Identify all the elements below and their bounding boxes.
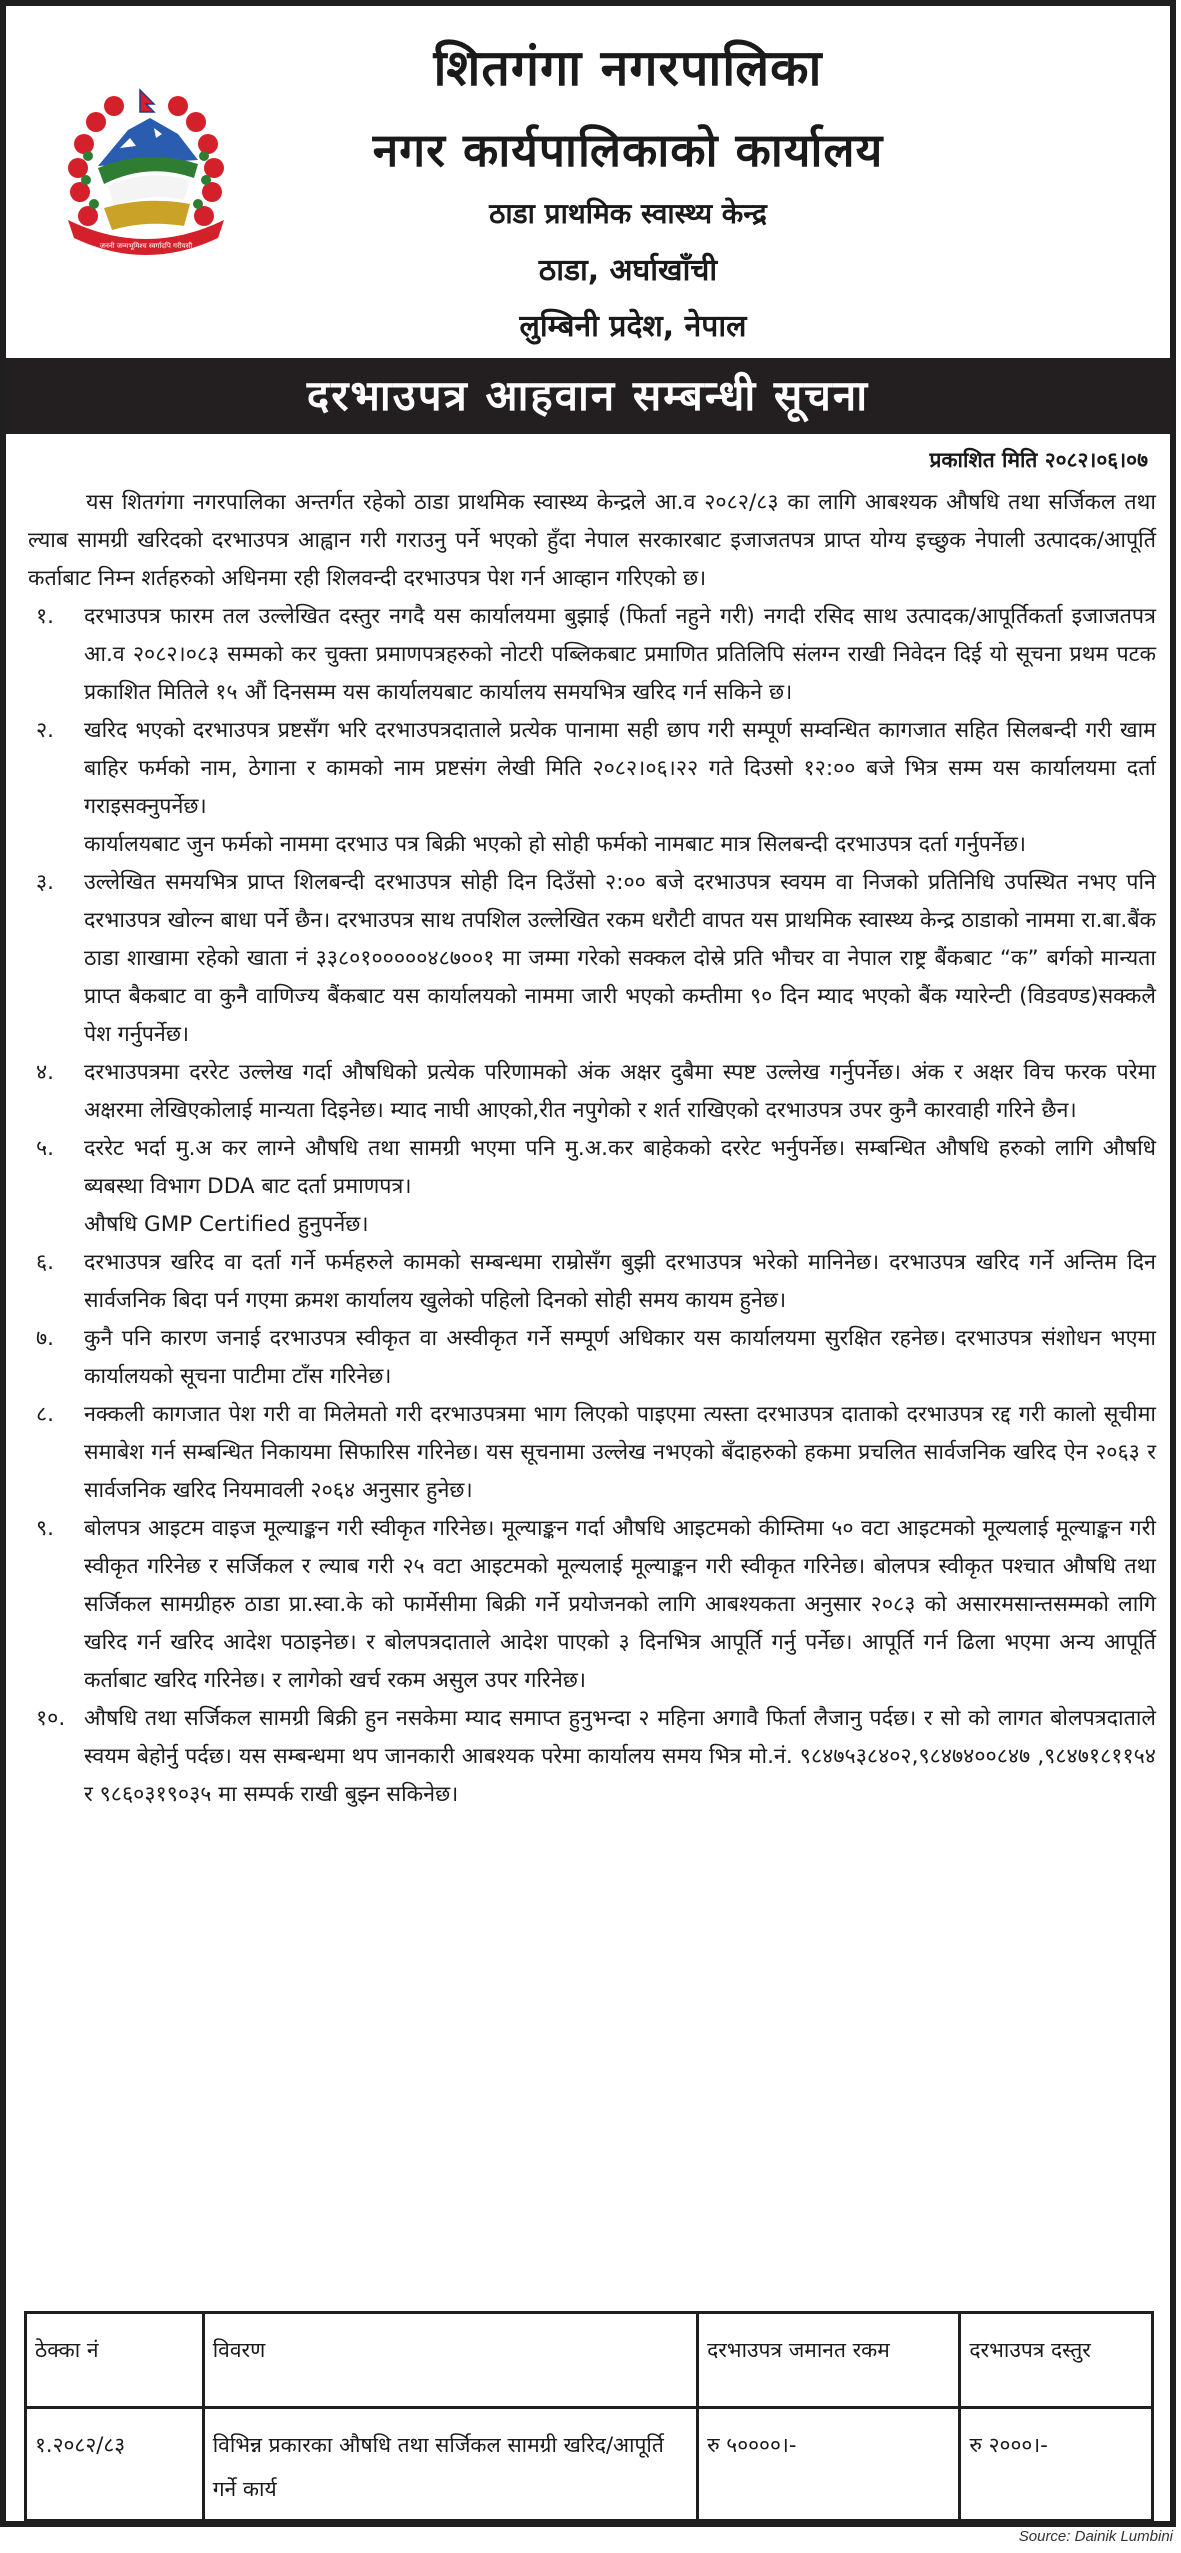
clause-text: उल्लेखित समयभित्र प्राप्त शिलबन्दी दरभाउपत्र सोही दिन दिउँसो २:०० बजे दरभाउपत्र स्वयम वा निजको प्रतिनिधि उपस्थित नभए पनि दरभाउपत्र खोल्न बाधा पर्ने छैन। दरभाउपत्र साथ तपशिल उल्लेखित रकम धरौटी वापत यस प्राथमिक स्वास्थ्य केन्द्र ठाडाको नाममा रा.बा.बैंक ठाडा शाखामा रहेको खाता नं ३३८०१०००००४८७००१ मा जम्मा गरेको सक्कल दोस्रे प्रति भौचर वा नेपाल राष्ट्र बैंकबाट “क” बर्गको मान्यता प्राप्त बैकबाट वा कुनै वाणिज्य बैंकबाट यस कार्यालयको नाममा जारी भएको कम्तीमा ९० दिन म्याद भएको बैंक ग्यारेन्टी (विडवण्ड)सक्कलै पेश गर्नुपर्नेछ। — [84, 870, 1156, 1047]
clause-text: कुनै पनि कारण जनाई दरभाउपत्र स्वीकृत वा अस्वीकृत गर्ने सम्पूर्ण अधिकार यस कार्यालयमा सुरक्षित रहनेछ। दरभाउपत्र संशोधन भएमा कार्यालयको सूचना पाटीमा टाँस गरिनेछ। — [84, 1326, 1156, 1389]
clause-item — [28, 1244, 1156, 1320]
location: ठाडा, अर्घाखाँची — [538, 253, 718, 288]
intro-paragraph: यस शितगंगा नगरपालिका अन्तर्गत रहेको ठाडा प्राथमिक स्वास्थ्य केन्द्रले आ.व २०८२/८३ का लागि आबश्यक औषधि तथा सर्जिकल तथा ल्याब सामग्री खरिदको दरभाउपत्र आह्वान गरी गराउनु पर्ने भएको हुँदा नेपाल सरकारबाट इजाजतपत्र प्राप्त योग्य इच्छुक नेपाली उत्पादक/आपूर्ति कर्ताबाट निम्न शर्तहरुको अधिनमा रही शिलवन्दी दरभाउपत्र पेश गर्न आव्हान गरिएको छ। — [28, 490, 1156, 591]
clause-item — [28, 864, 1156, 1054]
clause-item — [28, 1396, 1156, 1510]
clause-item — [28, 1054, 1156, 1130]
clause-text: खरिद भएको दरभाउपत्र प्रष्टसँग भरि दरभाउपत्रदाताले प्रत्येक पानामा सही छाप गरी सम्पूर्ण सम्वन्धित कागजात सहित सिलबन्दी गरी खाम बाहिर फर्मको नाम, ठेगाना र कामको नाम प्रष्टसंग लेखी मिति २०८२।०६।२२ गते दिउसो १२:०० बजे भित्र सम्म यस कार्यालयमा दर्ता गराइसक्नुपर्नेछ। — [84, 718, 1156, 819]
clause-text: औषधि GMP Certified हुनुपर्नेछ। — [84, 1212, 369, 1237]
clause-number: १. — [36, 604, 55, 629]
table-row — [26, 2408, 1153, 2521]
health-center-name: ठाडा प्राथमिक स्वास्थ्य केन्द्र — [489, 197, 767, 230]
clause-text: दरभाउपत्र खरिद वा दर्ता गर्ने फर्महरुले कामको सम्बन्धमा राम्रोसँग बुझी दरभाउपत्र भरेको मानिनेछ। दरभाउपत्र खरिद गर्ने अन्तिम दिन सार्वजनिक बिदा पर्न गएमा क्रमश कार्यालय खुलेको पहिलो दिनको सोही समय कायम हुनेछ। — [84, 1250, 1156, 1313]
clause-item — [28, 1320, 1156, 1396]
clause-number: ४. — [36, 1060, 55, 1085]
notice-header — [6, 6, 1170, 358]
table-header-row — [26, 2313, 1153, 2408]
clause-number: ९. — [36, 1516, 55, 1541]
province: लुम्बिनी प्रदेश, नेपाल — [519, 309, 747, 344]
clause-list — [28, 598, 1156, 1814]
notice-body — [28, 484, 1156, 1814]
clause-number: ३. — [36, 870, 55, 895]
clause-number: ५. — [36, 1136, 55, 1161]
clause-text: औषधि तथा सर्जिकल सामग्री बिक्री हुन नसकेमा म्याद समाप्त हुनुभन्दा २ महिना अगावै फिर्ता लैजानु पर्दछ। र सो को लागत बोलपत्रदाताले स्वयम बेहोर्नु पर्दछ। यस सम्बन्धमा थप जानकारी आबश्यक परेमा कार्यालय समय भित्र मो.नं. ९८४७५३८४०२,९८४७४००८४७ ,९८४७१८११५४ र ९८६०३१९०३५ मा सम्पर्क राखी बुझ्न सकिनेछ। — [84, 1706, 1156, 1807]
cell-contract-no: १.२०८२/८३ — [26, 2408, 204, 2521]
clause-text: दररेट भर्दा मु.अ कर लाग्ने औषधि तथा सामग्री भएमा पनि मु.अ.कर बाहेकको दररेट भर्नुपर्नेछ। सम्बन्धित औषधि हरुको लागि औषधि ब्यबस्था विभाग DDA बाट दर्ता प्रमाणपत्र। — [84, 1136, 1156, 1199]
col-header-contract-no: ठेक्का नं — [26, 2313, 204, 2408]
office-name: नगर कार्यपालिकाको कार्यालय — [372, 123, 884, 177]
clause-text: दरभाउपत्रमा दररेट उल्लेख गर्दा औषधिको प्रत्येक परिणामको अंक अक्षर दुबैमा स्पष्ट उल्लेख गर्नुपर्नेछ। अंक र अक्षर विच फरक परेमा अक्षरमा लेखिएकोलाई मान्यता दिइनेछ। म्याद नाघी आएको,रीत नपुगेको र शर्त राखिएको दरभाउपत्र उपर कुनै कारवाही गरिने छैन। — [84, 1060, 1156, 1123]
col-header-bid-security: दरभाउपत्र जमानत रकम — [698, 2313, 960, 2408]
clause-number: ६. — [36, 1250, 55, 1275]
tender-table — [24, 2311, 1154, 2522]
clause-item — [28, 1130, 1156, 1244]
clause-text: कार्यालयबाट जुन फर्मको नाममा दरभाउ पत्र बिक्री भएको हो सोही फर्मको नामबाट मात्र सिलबन्दी दरभाउपत्र दर्ता गर्नुपर्नेछ। — [84, 832, 1027, 857]
clause-item — [28, 712, 1156, 864]
clause-number: १०. — [36, 1706, 66, 1731]
clause-text: बोलपत्र आइटम वाइज मूल्याङ्कन गरी स्वीकृत गरिनेछ। मूल्याङ्कन गर्दा औषधि आइटमको कीम्तिमा ५० वटा आइटमको मूल्यलाई मूल्याङ्कन गरी स्वीकृत गरिनेछ र सर्जिकल र ल्याब गरी २५ वटा आइटमको मूल्यलाई मूल्याङ्कन गरी स्वीकृत गरिनेछ। बोलपत्र स्वीकृत पश्चात औषधि तथा सर्जिकल सामग्रीहरु ठाडा प्रा.स्वा.के को फार्मेसीमा बिक्री गर्ने प्रयोजनको लागि आबश्यकता अनुसार २०८३ को असारमसान्तसम्मको लागि खरिद गर्न खरिद आदेश पठाइनेछ। र बोलपत्रदाताले आदेश पाएको ३ दिनभित्र आपूर्ति गर्नु पर्नेछ। आपूर्ति गर्न ढिला भएमा अन्य आपूर्ति कर्ताबाट खरिद गरिनेछ। र लागेको खर्च रकम असुल उपर गरिनेछ। — [84, 1516, 1156, 1693]
clause-item — [28, 1510, 1156, 1700]
svg-text:जननी जन्मभूमिश्च स्वर्गादपि गर: जननी जन्मभूमिश्च स्वर्गादपि गरीयसी — [99, 242, 193, 250]
clause-text: दरभाउपत्र फारम तल उल्लेखित दस्तुर नगदै यस कार्यालयमा बुझाई (फिर्ता नहुने गरी) नगदी रसिद साथ उत्पादक/आपूर्तिकर्ता इजाजतपत्र आ.व २०८२।०८३ सम्मको कर चुक्ता प्रमाणपत्रहरुको नोटरी पब्लिकबाट प्रमाणित प्रतिलिपि संलग्न राखी निवेदन दिई यो सूचना प्रथम पटक प्रकाशित मितिले १५ औं दिनसम्म यस कार्यालयबाट कार्यालय समयभित्र खरिद गर्न सकिने छ। — [84, 604, 1156, 705]
notice-title-banner: दरभाउपत्र आहवान सम्बन्धी सूचना — [6, 358, 1170, 434]
clause-number: ७. — [36, 1326, 55, 1351]
cell-bid-security: रु ५००००।- — [698, 2408, 960, 2521]
cell-bid-fee: रु २०००।- — [960, 2408, 1153, 2521]
source-credit: Source: Dainik Lumbini — [1018, 2528, 1173, 2545]
clause-number: ८. — [36, 1402, 55, 1427]
published-date: प्रकाशित मिति २०८२।०६।०७ — [929, 448, 1148, 472]
clause-item — [28, 598, 1156, 712]
col-header-bid-fee: दरभाउपत्र दस्तुर — [960, 2313, 1153, 2408]
clause-text: नक्कली कागजात पेश गरी वा मिलेमतो गरी दरभाउपत्रमा भाग लिएको पाइएमा त्यस्ता दरभाउपत्र दाताको दरभाउपत्र रद्द गरी कालो सूचीमा समाबेश गर्न सम्बन्धित निकायमा सिफारिस गरिनेछ। यस सूचनामा उल्लेख नभएको बँदाहरुको हकमा प्रचलित सार्वजनिक खरिद ऐन २०६३ र सार्वजनिक खरिद नियमावली २०६४ अनुसार हुनेछ। — [84, 1402, 1156, 1503]
municipality-name: शितगंगा नगरपालिका — [433, 39, 823, 97]
cell-description: विभिन्न प्रकारका औषधि तथा सर्जिकल सामग्री खरिद/आपूर्ति गर्ने कार्य — [203, 2408, 697, 2521]
clause-number: २. — [36, 718, 55, 743]
col-header-description: विवरण — [203, 2313, 697, 2408]
clause-item — [28, 1700, 1156, 1814]
tender-table-wrap — [24, 2311, 1154, 2522]
